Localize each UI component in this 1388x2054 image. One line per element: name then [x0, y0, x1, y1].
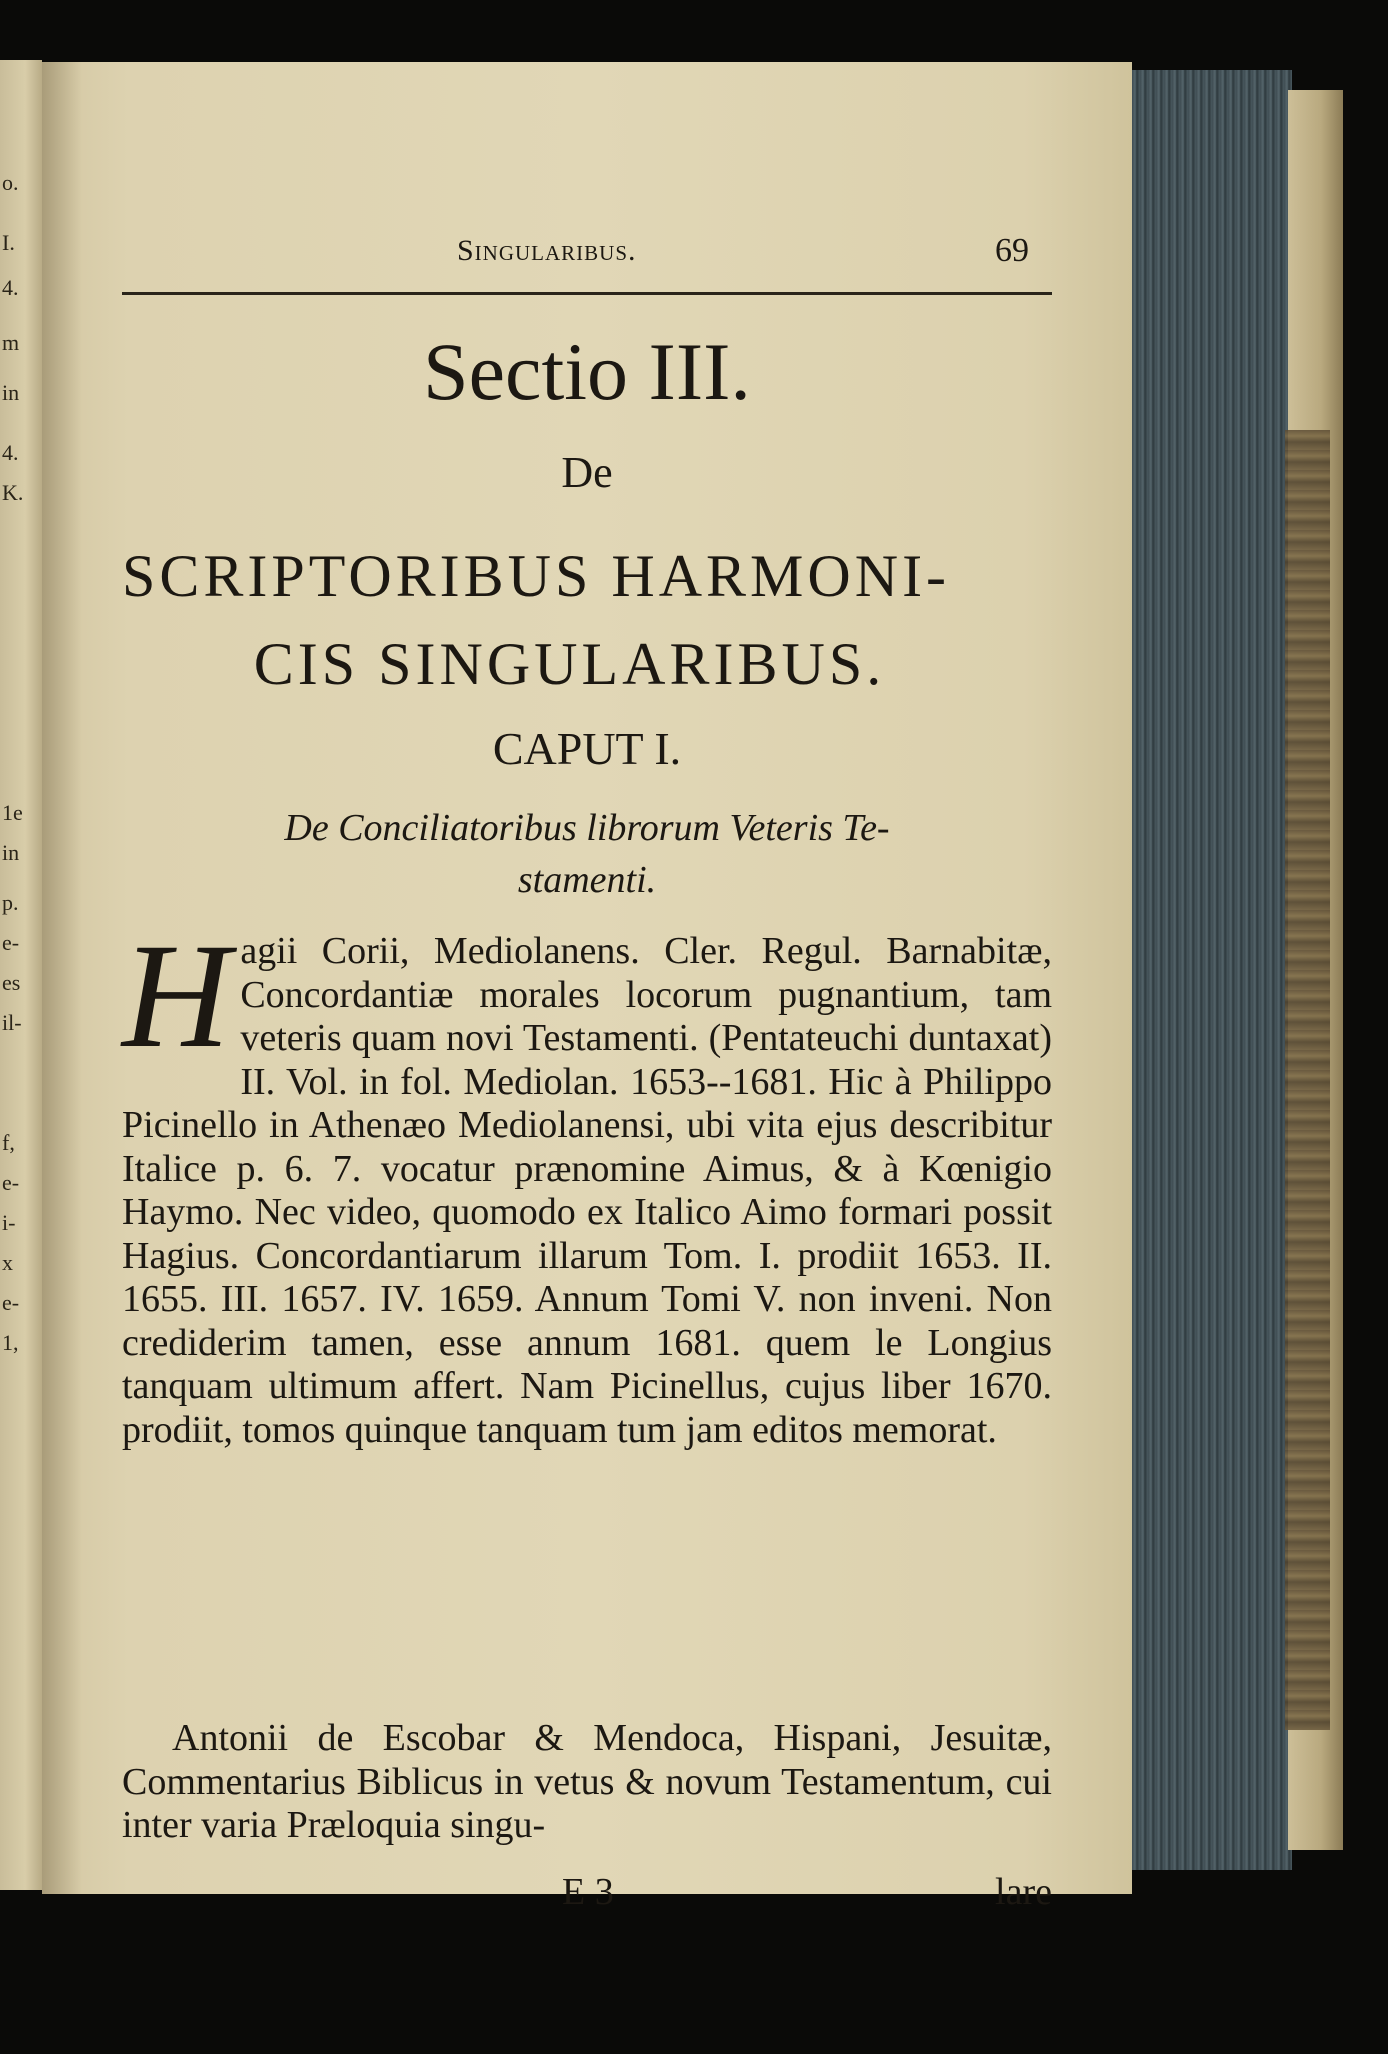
left-margin-fragment: o.: [2, 170, 19, 195]
running-head-title: Singularibus.: [457, 234, 637, 267]
drop-cap: H: [122, 913, 231, 1079]
de-line: De: [561, 448, 613, 497]
left-margin-fragment: es: [2, 970, 21, 995]
chapter-heading-line1: De Conciliatoribus librorum Veteris Te-: [284, 807, 890, 849]
left-margin-fragment: m: [2, 330, 20, 355]
catchword: lare: [995, 1871, 1052, 1913]
running-head: [122, 172, 1052, 269]
left-margin-fragment: p.: [2, 890, 19, 915]
book-page: [42, 62, 1132, 1913]
subject-title-line1: SCRIPTORIBUS HARMONI-: [122, 543, 951, 609]
left-margin-fragment: in: [2, 380, 20, 405]
left-margin-fragment: f,: [2, 1130, 15, 1155]
book-fore-edge-stain: [1285, 430, 1330, 1730]
chapter-heading: [122, 802, 1052, 906]
left-margin-fragment: il-: [2, 1010, 22, 1035]
paragraph-escobar: [122, 1717, 1052, 1848]
header-rule: [122, 292, 1052, 295]
left-margin-fragment: in: [2, 840, 20, 865]
chapter-heading-line2: stamenti.: [517, 859, 657, 901]
left-margin-fragment: x: [2, 1250, 13, 1275]
paragraph-hagii-corii: [122, 913, 1052, 1452]
section-title: Sectio III.: [423, 326, 751, 417]
subject-title-line2: CIS SINGULARIBUS.: [253, 631, 886, 697]
left-margin-fragment: 4.: [2, 440, 19, 465]
left-margin-fragment: K.: [2, 480, 24, 505]
left-margin-fragment: 4.: [2, 275, 19, 300]
signature-mark: E 3: [562, 1871, 614, 1913]
left-margin-fragment: e-: [2, 930, 20, 955]
paragraph2-text: Antonii de Escobar & Mendoca, Hispani, Jesuitæ, Commentarius Biblicus in vetus & novum Testamentum, cui inter varia Præloquia singu-: [122, 1717, 1052, 1846]
left-margin-fragment: e-: [2, 1170, 20, 1195]
left-margin-fragment: I.: [2, 230, 15, 255]
page-edges: [1132, 70, 1292, 1870]
subject-title: [122, 532, 1052, 708]
left-margin-fragment: 1e: [2, 800, 23, 825]
left-page-edge: [0, 60, 42, 1890]
gutter-shadow: [42, 62, 82, 1894]
paragraph1-text: agii Corii, Mediolanens. Cler. Regul. Barnabitæ, Concordantiæ morales locorum pugnantium, tam veteris quam novi Testamenti. (Pentateuchi duntaxat) II. Vol. in fol. Mediolan. 1653--1681. Hic à Philippo Picinello in Athenæo Mediolanensi, ubi vita ejus describitur Italice p. 6. 7. vocatur prænomine Aimus, & à Kœnigio Haymo. Nec video, quomodo ex Italico Aimo formari possit Hagius. Concordantiarum illarum Tom. I. prodiit 1653. II. 1655. III. 1657. IV. 1659. Annum Tomi V. non inveni. Non crediderim tamen, esse annum 1681. quem le Longius tanquam ultimum affert. Nam Picinellus, cujus liber 1670. prodiit, tomos quinque tanquam tum jam editos memorat.: [122, 930, 1052, 1451]
left-margin-fragment: i-: [2, 1210, 16, 1235]
left-margin-fragment: e-: [2, 1290, 20, 1315]
page-number: 69: [995, 232, 1029, 269]
left-margin-fragment: 1,: [2, 1330, 19, 1355]
caput-heading: CAPUT I.: [492, 723, 682, 774]
